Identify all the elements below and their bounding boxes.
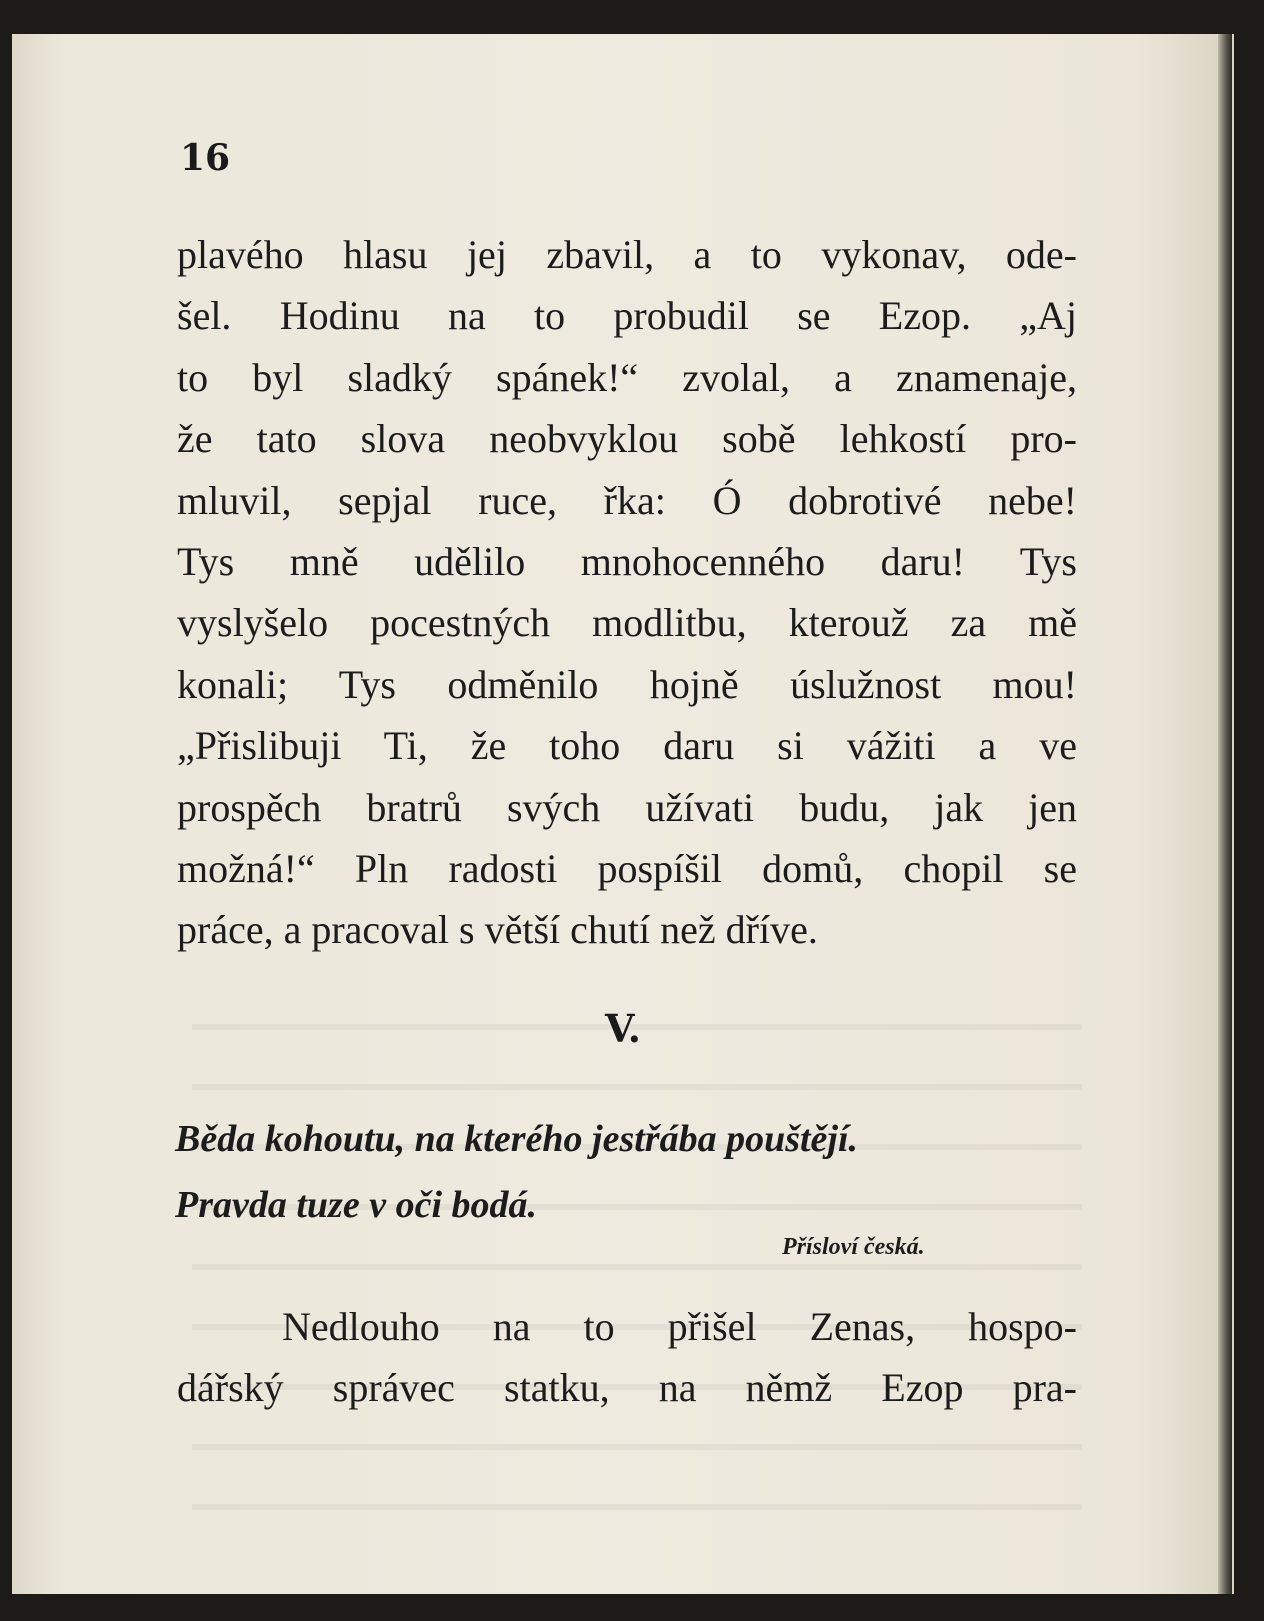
- book-page: [12, 34, 1234, 1594]
- text-line: práce, a pracoval s větší chutí než dříve.: [177, 907, 818, 953]
- motto-source: Přísloví česká.: [782, 1234, 925, 1260]
- text-line: šel. Hodinu na to probudil se Ezop. „Aj: [177, 293, 1077, 339]
- text-line: že tato slova neobvyklou sobě lehkostí pro-: [177, 416, 1077, 462]
- motto-line: Pravda tuze v oči bodá.: [175, 1184, 538, 1226]
- text-line: prospěch bratrů svých užívati budu, jak jen: [177, 784, 1077, 830]
- text-line: „Přislibuji Ti, že toho daru si vážiti a ve: [177, 723, 1077, 769]
- chapter-motto: [175, 1106, 1080, 1238]
- text-line: možná!“ Pln radosti pospíšil domů, chopil se: [177, 846, 1077, 892]
- text-line: Tys mně udělilo mnohocenného daru! Tys: [177, 539, 1077, 585]
- motto-line: Běda kohoutu, na kterého jestřába pouštějí.: [175, 1118, 859, 1160]
- show-through-texture: [192, 994, 1082, 1554]
- text-line: mluvil, sepjal ruce, řka: Ó dobrotivé nebe!: [177, 477, 1077, 523]
- text-line: to byl sladký spánek!“ zvolal, a znamenaje,: [177, 354, 1077, 400]
- text-line: vyslyšelo pocestných modlitbu, kterouž za mě: [177, 600, 1077, 646]
- paragraph-2: [177, 1296, 1077, 1419]
- text-line: konali; Tys odměnilo hojně úslužnost mou!: [177, 661, 1077, 707]
- text-line: plavého hlasu jej zbavil, a to vykonav, ode-: [177, 232, 1077, 277]
- text-line: dářský správec statku, na němž Ezop pra-: [177, 1365, 1077, 1411]
- page-gutter: [1218, 34, 1232, 1594]
- paragraph-1: [177, 224, 1077, 961]
- text-line: Nedlouho na to přišel Zenas, hospo-: [282, 1304, 1077, 1349]
- page-number: 16: [180, 137, 231, 179]
- chapter-heading: V.: [604, 1006, 642, 1051]
